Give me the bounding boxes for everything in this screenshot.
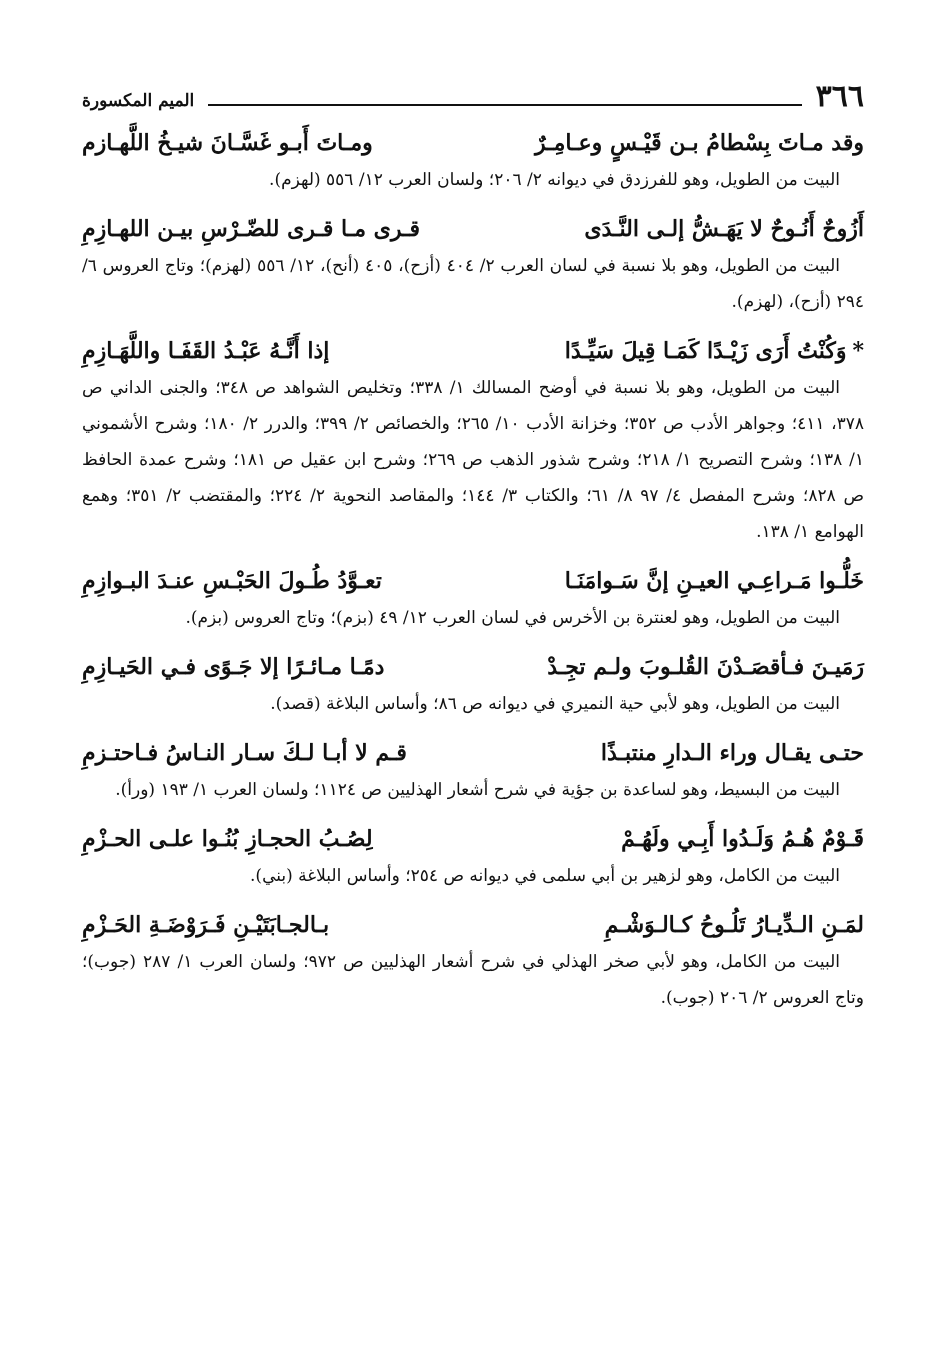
citation-note: البيت من الكامل، وهو لأبي صخر الهذلي في شرح أشعار الهذليين ص ٩٧٢؛ ولسان العرب ١/ ٢٨٧ (جوب)؛ وتاج العروس ٢/ ٢٠٦ (جوب). — [82, 952, 864, 1008]
citation-note: البيت من الطويل، وهو لعنترة بن الأخرس في لسان العرب ١٢/ ٤٩ (بزم)؛ وتاج العروس (بزم). — [185, 608, 840, 628]
verse-line — [82, 738, 864, 768]
first-hemistich: حتـى يقـال وراء الـدارِ منتبـذًا — [600, 740, 864, 766]
verse-entry — [82, 910, 864, 1016]
second-hemistich: ومـاتَ أَبـو غَسَّـانَ شيـخُ اللَّهـازم — [82, 130, 373, 156]
verse-entry — [82, 128, 864, 198]
verse-entry — [82, 738, 864, 808]
verse-entry — [82, 214, 864, 320]
first-hemistich-text: وَكُنْتُ أَرَى زَيْـدًا كَمَـا قِيلَ سَيِّـدًا — [564, 338, 847, 364]
second-hemistich: بـالجـابَتَيْـنِ فَـرَوْضَـةِ الحَـزْمِ — [82, 912, 330, 938]
second-hemistich: لِصُـبُ الحجـازِ بُنُـوا علـى الحـزْمِ — [82, 826, 373, 852]
verse-entry — [82, 824, 864, 894]
page-number: ٣٦٦ — [815, 79, 864, 114]
citation-note: البيت من الطويل، وهو بلا نسبة في لسان العرب ٢/ ٤٠٤ (أزح)، ٤٠٥ (أنح)، ١٢/ ٥٥٦ (لهزم)؛ وتاج العروس ٦/ ٢٩٤ (أزح)، (لهزم). — [82, 256, 864, 312]
verse-entry — [82, 652, 864, 722]
running-title: الميم المكسورة — [82, 91, 195, 111]
verse-line — [82, 128, 864, 158]
verse-line — [82, 824, 864, 854]
first-hemistich: أَزُوحٌ أَنُـوحٌ لا يَهَـشُّ إلـى النَّـدَى — [584, 216, 864, 242]
second-hemistich: قـم لا أبـا لـكَ سـار النـاسُ فـاحتـزمِ — [82, 740, 407, 766]
citation-note: البيت من الكامل، وهو لزهير بن أبي سلمى في ديوانه ص ٢٥٤؛ وأساس البلاغة (بني). — [250, 866, 840, 886]
header-rule — [208, 104, 801, 106]
first-hemistich: خَلُّـوا مَـراعِـي العيـنِ إنَّ سَـوامَنَـا — [564, 568, 864, 594]
second-hemistich: دمًـا مـائـرًا إلا جَـوًى فـي الحَيـازِمِ — [82, 654, 385, 680]
first-hemistich — [565, 336, 864, 366]
second-hemistich: إذا أَنَّـهُ عَبْـدُ القَفَـا واللَّهَـازِمِ — [82, 338, 330, 364]
second-hemistich: تعـوَّدُ طُـولَ الحَبْـسِ عنـدَ البـوازِمِ — [82, 568, 382, 594]
verse-line — [82, 214, 864, 244]
second-hemistich: قـرى مـا قـرى للضّـرْسِ بيـن اللهـازِمِ — [82, 216, 420, 242]
first-hemistich: وقد مـاتَ بِسْطامُ بـن قَيْـسٍ وعـامِـرٌ — [535, 130, 864, 156]
verse-entry — [82, 336, 864, 550]
verse-line — [82, 336, 864, 366]
asterisk-marker: * — [852, 338, 864, 364]
citation-note: البيت من البسيط، وهو لساعدة بن جؤية في شرح أشعار الهذليين ص ١١٢٤؛ ولسان العرب ١/ ١٩٣ (ورأ). — [115, 780, 840, 800]
verse-line — [82, 566, 864, 596]
citation-note: البيت من الطويل، وهو للفرزدق في ديوانه ٢/ ٢٠٦؛ ولسان العرب ١٢/ ٥٥٦ (لهزم). — [269, 170, 840, 190]
page-header — [82, 78, 864, 112]
first-hemistich: لمَـنِ الـدِّيـارُ تَلُـوحُ كـالـوَشْـمِ — [604, 912, 864, 938]
citation-note: البيت من الطويل، وهو لأبي حية النميري في ديوانه ص ٨٦؛ وأساس البلاغة (قصد). — [270, 694, 840, 714]
verse-line — [82, 910, 864, 940]
citation-note: البيت من الطويل، وهو بلا نسبة في أوضح المسالك ١/ ٣٣٨؛ وتخليص الشواهد ص ٣٤٨؛ والجنى الداني ص ٣٧٨، ٤١١؛ وجواهر الأدب ص ٣٥٢؛ وخزانة الأدب ١٠/ ٢٦٥؛ والخصائص ٢/ ٣٩٩؛ والدرر ٢/ ١٨٠؛ وشرح الأشموني ١/ ١٣٨؛ وشرح التصريح ١/ ٢١٨؛ وشرح شذور الذهب ص ٢٦٩؛ وشرح ابن عقيل ص ١٨١؛ وشرح عمدة الحافظ ص ٨٢٨؛ وشرح المفصل ٤/ ٩٧ ٨/ ٦١؛ والكتاب ٣/ ١٤٤؛ والمقاصد النحوية ٢/ ٢٢٤؛ والمقتضب ٢/ ٣٥١؛ وهمع الهوامع ١/ ١٣٨. — [82, 378, 864, 542]
verse-entry — [82, 566, 864, 636]
first-hemistich: قَـوْمٌ هُـمُ وَلَـدُوا أَبِـي ولَهُـمْ — [621, 826, 864, 852]
verse-line — [82, 652, 864, 682]
first-hemistich: رَمَيـنَ فـأقصَـدْنَ القُلـوبَ ولـم تجِـدْ — [547, 654, 864, 680]
